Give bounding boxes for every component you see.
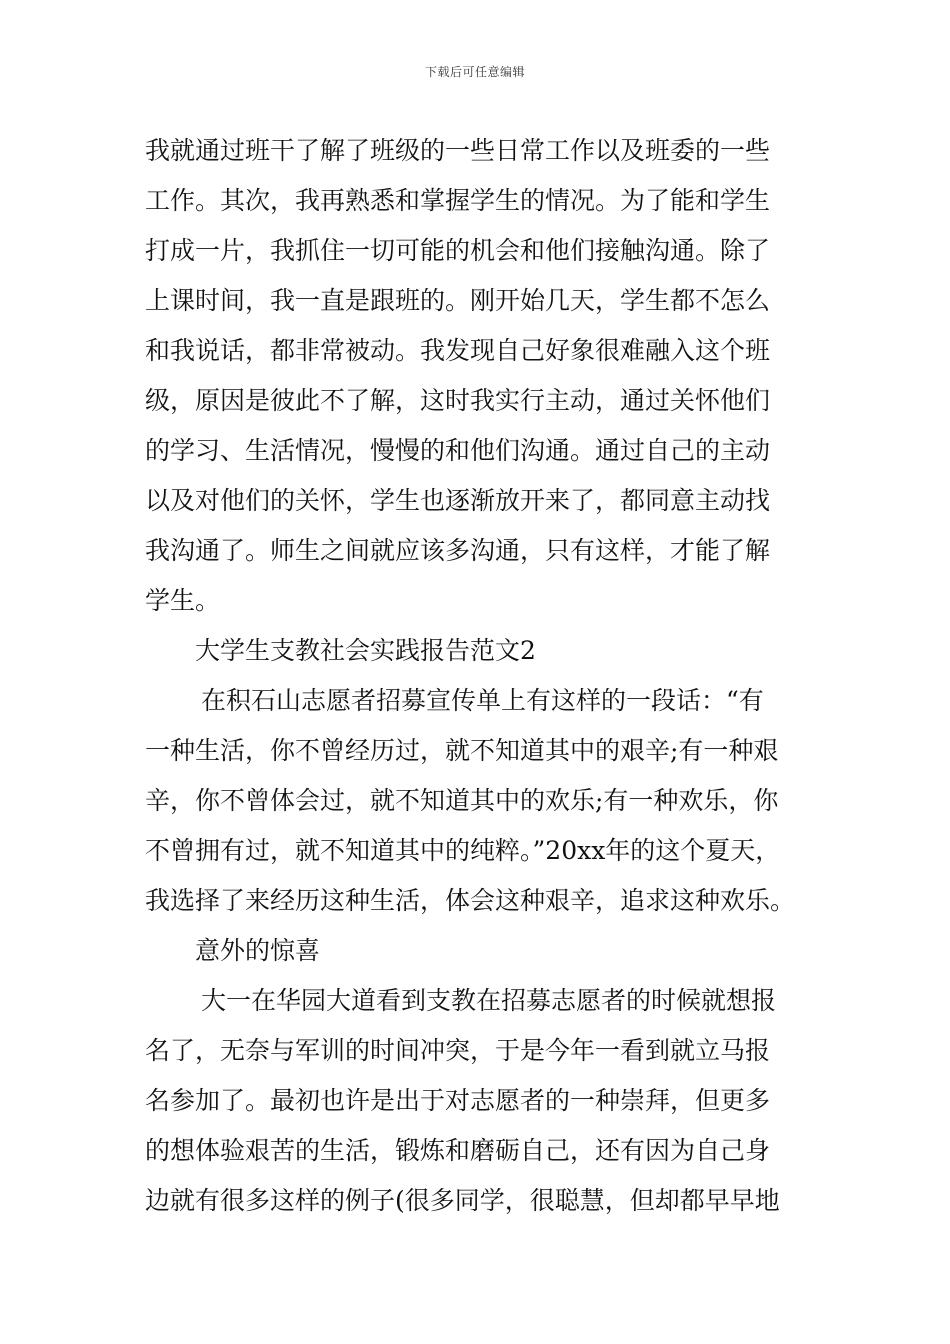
text-line: 边就有很多这样的例子(很多同学，很聪慧，但却都早早地: [145, 1186, 780, 1215]
text-line: 的想体验艰苦的生活，锻炼和磨砺自己，还有因为自己身: [145, 1136, 771, 1165]
subsection-heading: 意外的惊喜: [195, 936, 321, 965]
document-body: [145, 126, 815, 1226]
text-line: 辛，你不曾体会过，就不知道其中的欢乐;有一种欢乐，你: [145, 786, 779, 815]
section-heading: 大学生支教社会实践报告范文2: [195, 636, 536, 665]
text-line: 我选择了来经历这种生活，体会这种艰辛，追求这种欢乐。: [145, 886, 796, 915]
text-line: 不曾拥有过，就不知道其中的纯粹。”20xx年的这个夏天，: [145, 836, 781, 865]
text-line: 工作。其次，我再熟悉和掌握学生的情况。为了能和学生: [145, 186, 771, 215]
text-line: 上课时间，我一直是跟班的。刚开始几天，学生都不怎么: [145, 286, 771, 315]
page-header-note: 下载后可任意编辑: [424, 65, 525, 79]
text-line: 学生。: [145, 586, 221, 615]
text-line: 一种生活，你不曾经历过，就不知道其中的艰辛;有一种艰: [145, 736, 779, 765]
text-line: 名参加了。最初也许是出于对志愿者的一种崇拜，但更多: [145, 1086, 771, 1115]
text-line: 级，原因是彼此不了解，这时我实行主动，通过关怀他们: [145, 386, 771, 415]
paragraph-first-line: 大一在华园大道看到支教在招募志愿者的时候就想报: [201, 986, 777, 1015]
text-line: 的学习、生活情况，慢慢的和他们沟通。通过自己的主动: [145, 436, 771, 465]
text-line: 我就通过班干了解了班级的一些日常工作以及班委的一些: [145, 136, 771, 165]
paragraph-first-line: 在积石山志愿者招募宣传单上有这样的一段话：“有: [201, 686, 764, 715]
text-line: 以及对他们的关怀，学生也逐渐放开来了，都同意主动找: [145, 486, 771, 515]
text-line: 名了，无奈与军训的时间冲突，于是今年一看到就立马报: [145, 1036, 771, 1065]
text-line: 打成一片，我抓住一切可能的机会和他们接触沟通。除了: [145, 236, 771, 265]
text-line: 和我说话，都非常被动。我发现自己好象很难融入这个班: [145, 336, 771, 365]
text-line: 我沟通了。师生之间就应该多沟通，只有这样，才能了解: [145, 536, 771, 565]
